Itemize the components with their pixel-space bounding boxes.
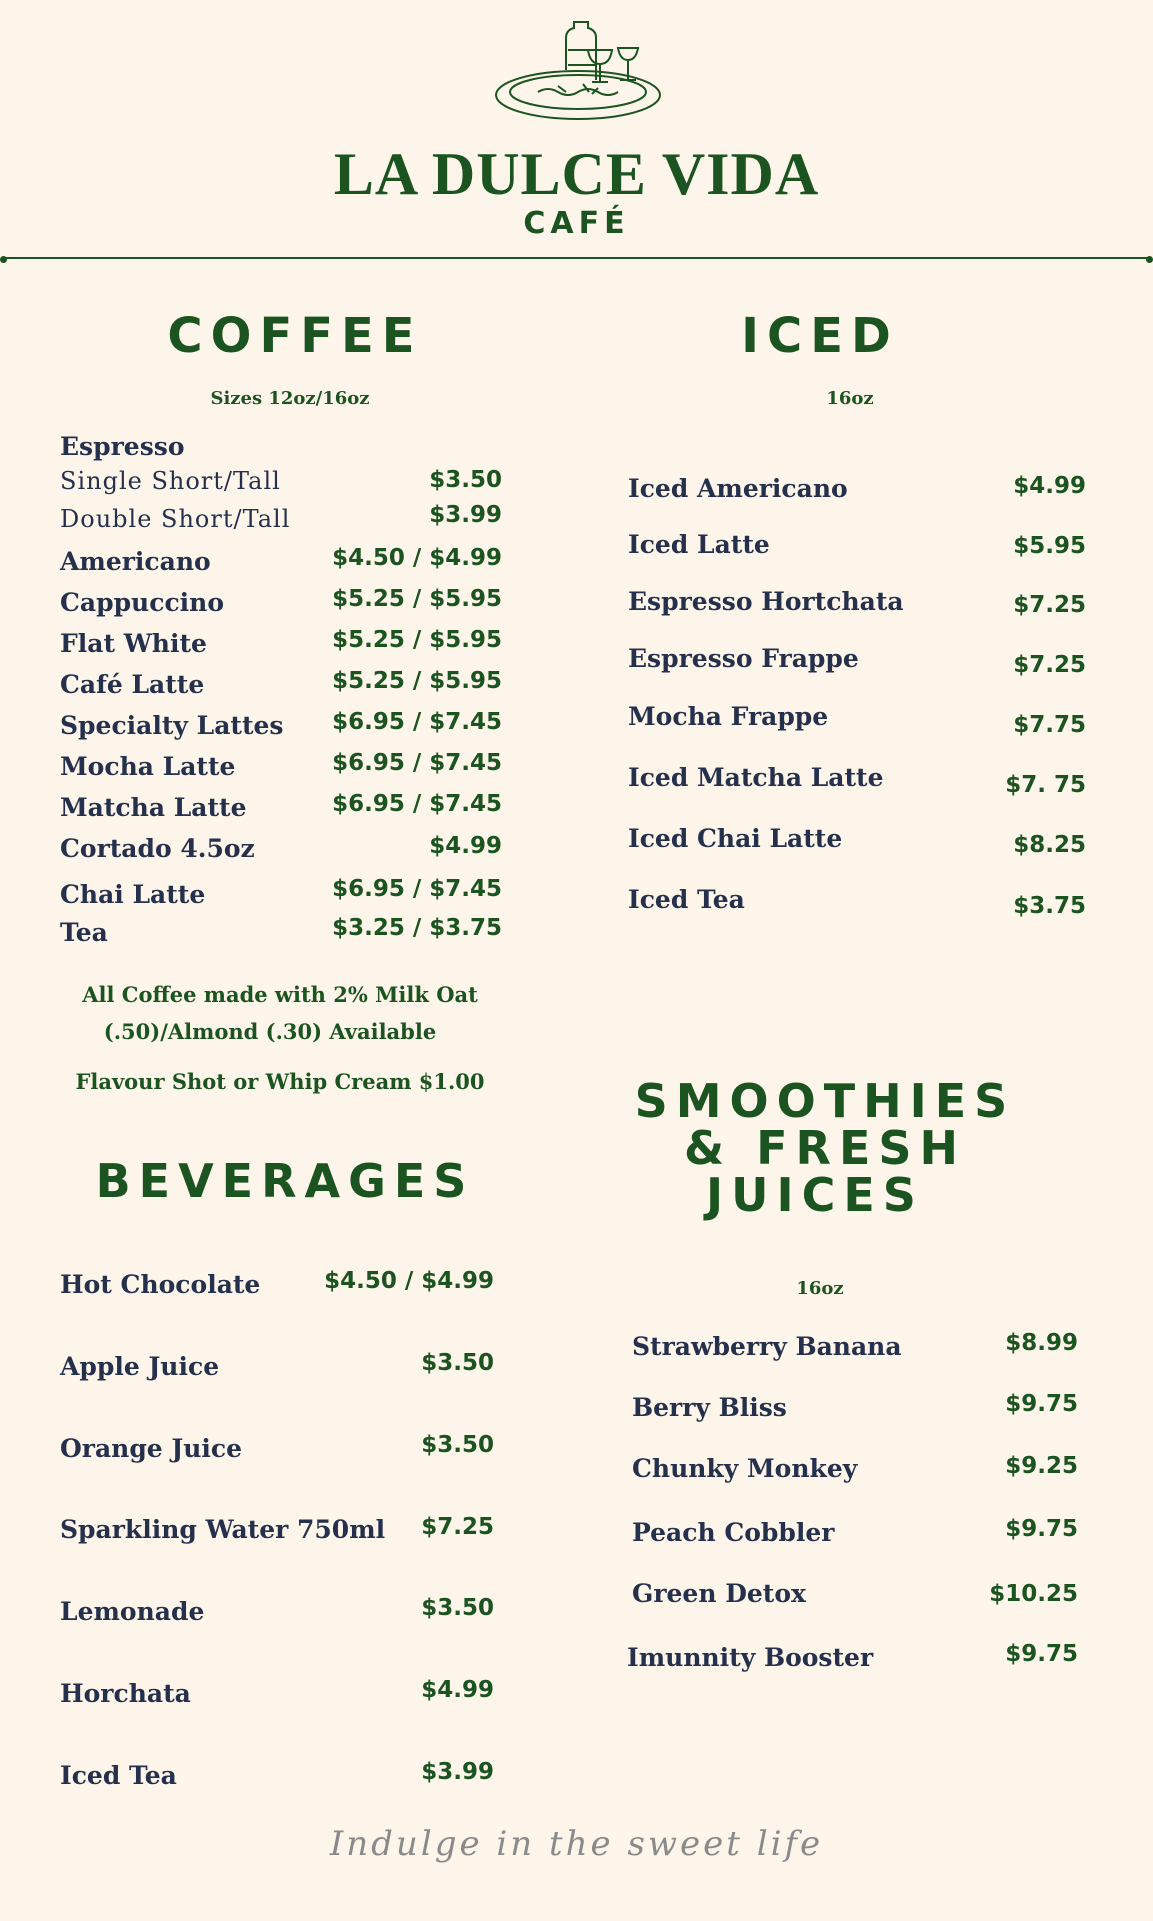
cafe-subtitle: CAFÉ	[523, 206, 630, 241]
iced-sizes: 16oz	[826, 388, 874, 409]
item-name: Cappuccino	[60, 588, 225, 617]
item-name: Single Short/Tall	[60, 467, 281, 495]
item-price: $7.25	[421, 1514, 494, 1540]
menu-item	[60, 502, 502, 537]
item-name: Orange Juice	[60, 1434, 243, 1463]
item-name: Mocha Frappe	[628, 702, 829, 731]
espresso-label: Espresso	[60, 432, 185, 461]
item-price: $3.50	[421, 1350, 494, 1376]
menu-item	[60, 1515, 494, 1549]
item-price: $3.50	[421, 1595, 494, 1621]
footer-tagline: Indulge in the sweet life	[329, 1824, 824, 1864]
item-price: $5.25 / $5.95	[332, 627, 502, 653]
item-price: $3.99	[421, 1759, 494, 1785]
menu-item	[60, 588, 502, 620]
smoothies-section-title: SMOOTHIES	[634, 1074, 1016, 1128]
milk-options-note-cont: (.50)/Almond (.30) Available	[103, 1019, 437, 1044]
item-price: $6.95 / $7.45	[332, 791, 502, 817]
item-price: $9.75	[1005, 1641, 1078, 1667]
item-price: $9.75	[1005, 1516, 1078, 1542]
menu-item	[632, 1454, 1078, 1488]
item-name: Iced Chai Latte	[628, 824, 843, 853]
item-price: $8.99	[1005, 1330, 1078, 1356]
item-name: Americano	[60, 547, 211, 576]
menu-item	[60, 1761, 494, 1795]
menu-item	[60, 1434, 494, 1468]
menu-item	[632, 1579, 1078, 1613]
menu-item	[628, 702, 1086, 736]
item-price: $4.99	[429, 833, 502, 859]
milk-options-note: All Coffee made with 2% Milk Oat	[82, 982, 478, 1007]
item-name: Iced Matcha Latte	[628, 763, 884, 792]
item-price: $6.95 / $7.45	[332, 876, 502, 902]
menu-item	[60, 629, 502, 661]
divider-dot-left	[0, 256, 7, 263]
menu-item	[60, 915, 502, 950]
menu-item	[60, 467, 502, 499]
menu-item	[628, 644, 1086, 678]
item-name: Chunky Monkey	[632, 1454, 858, 1483]
item-price: $6.95 / $7.45	[332, 750, 502, 776]
menu-item	[60, 793, 502, 825]
menu-item	[60, 834, 502, 866]
item-price: $9.25	[1005, 1453, 1078, 1479]
item-price: $10.25	[989, 1581, 1078, 1607]
menu-item	[628, 474, 1086, 508]
item-name: Café Latte	[60, 670, 205, 699]
item-name: Peach Cobbler	[632, 1518, 835, 1547]
item-price: $3.50	[429, 467, 502, 493]
divider-dot-right	[1146, 256, 1153, 263]
item-price: $7. 75	[1005, 772, 1086, 798]
item-price: $6.95 / $7.45	[332, 709, 502, 735]
item-name: Green Detox	[632, 1579, 806, 1608]
item-price: $5.95	[1013, 533, 1086, 559]
menu-item	[60, 1597, 494, 1631]
flavour-shot-note: Flavour Shot or Whip Cream $1.00	[75, 1069, 485, 1094]
item-name: Berry Bliss	[632, 1393, 787, 1422]
menu-item	[60, 876, 502, 912]
item-name: Mocha Latte	[60, 752, 236, 781]
item-name: Espresso Frappe	[628, 644, 859, 673]
item-price: $4.99	[1013, 473, 1086, 499]
smoothies-section-title-line2: & FRESH	[683, 1121, 967, 1175]
item-name: Matcha Latte	[60, 793, 247, 822]
cafe-title: LA DULCE VIDA	[333, 141, 820, 207]
item-name: Cortado 4.5oz	[60, 834, 255, 863]
item-price: $4.50 / $4.99	[332, 545, 502, 571]
item-price: $3.75	[1013, 893, 1086, 919]
item-price: $3.50	[421, 1432, 494, 1458]
item-name: Double Short/Tall	[60, 505, 291, 533]
item-price: $3.99	[429, 502, 502, 528]
item-name: Chai Latte	[60, 880, 206, 909]
item-name: Imunnity Booster	[627, 1643, 874, 1672]
menu-item	[60, 1679, 494, 1713]
item-name: Lemonade	[60, 1597, 205, 1626]
item-price: $4.50 / $4.99	[324, 1268, 494, 1294]
menu-item	[628, 530, 1086, 564]
coffee-sizes: Sizes 12oz/16oz	[210, 388, 370, 409]
item-name: Espresso Hortchata	[628, 587, 904, 616]
header-divider	[4, 257, 1149, 259]
item-name: Horchata	[60, 1679, 191, 1708]
menu-item	[628, 587, 1086, 621]
item-price: $5.25 / $5.95	[332, 668, 502, 694]
beverages-section-title: BEVERAGES	[95, 1154, 475, 1208]
item-name: Iced Americano	[628, 474, 848, 503]
item-price: $7.25	[1013, 592, 1086, 618]
menu-item	[60, 752, 502, 784]
item-price: $4.99	[421, 1677, 494, 1703]
item-name: Iced Tea	[628, 885, 745, 914]
item-name: Tea	[60, 918, 108, 947]
item-price: $3.25 / $3.75	[332, 915, 502, 941]
item-name: Iced Latte	[628, 530, 770, 559]
item-price: $7.75	[1013, 712, 1086, 738]
item-price: $9.75	[1005, 1391, 1078, 1417]
item-name: Iced Tea	[60, 1761, 177, 1790]
menu-item	[627, 1643, 1078, 1677]
menu-item	[628, 763, 1086, 797]
table-setting-illustration-icon	[488, 10, 668, 130]
item-name: Strawberry Banana	[632, 1332, 902, 1361]
menu-item	[60, 547, 502, 579]
item-name: Apple Juice	[60, 1352, 220, 1381]
smoothies-sizes: 16oz	[796, 1278, 844, 1299]
item-name: Hot Chocolate	[60, 1270, 261, 1299]
menu-item	[60, 1270, 494, 1304]
item-price: $5.25 / $5.95	[332, 586, 502, 612]
item-name: Sparkling Water 750ml	[60, 1515, 386, 1544]
item-name: Flat White	[60, 629, 207, 658]
item-price: $8.25	[1013, 832, 1086, 858]
item-name: Specialty Lattes	[60, 711, 284, 740]
menu-item	[60, 1352, 494, 1386]
coffee-section-title: COFFEE	[167, 308, 423, 364]
menu-item	[60, 670, 502, 702]
iced-section-title: ICED	[741, 308, 899, 364]
menu-item	[60, 711, 502, 743]
menu-item	[632, 1393, 1078, 1427]
item-price: $7.25	[1013, 652, 1086, 678]
menu-item	[632, 1332, 1078, 1366]
menu-item	[628, 824, 1086, 858]
smoothies-section-title-line3: JUICES	[706, 1168, 924, 1222]
menu-item	[632, 1518, 1078, 1552]
menu-item	[628, 885, 1086, 919]
